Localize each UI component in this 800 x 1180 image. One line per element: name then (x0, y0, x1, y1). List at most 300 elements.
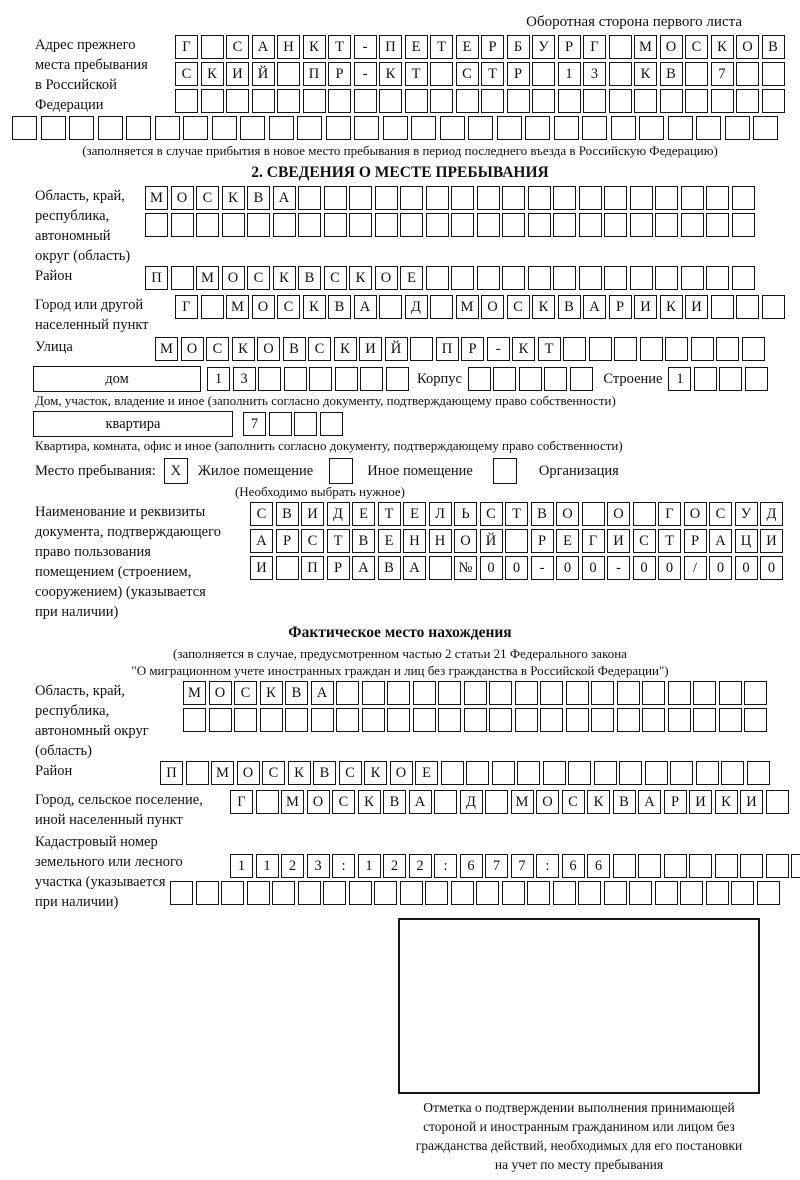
char-box[interactable]: Т (378, 502, 401, 526)
char-box[interactable]: И (301, 502, 324, 526)
char-box[interactable] (441, 761, 464, 785)
char-box[interactable] (405, 89, 428, 113)
char-box[interactable] (706, 213, 729, 237)
char-box[interactable]: Т (328, 35, 351, 59)
char-box[interactable] (456, 89, 479, 113)
char-box[interactable] (438, 681, 461, 705)
char-box[interactable] (260, 708, 283, 732)
char-box[interactable] (716, 337, 739, 361)
char-box[interactable] (517, 761, 540, 785)
char-box[interactable] (540, 681, 563, 705)
char-box[interactable] (719, 367, 742, 391)
char-box[interactable] (294, 412, 317, 436)
char-box[interactable] (324, 186, 347, 210)
char-box[interactable]: В (660, 62, 683, 86)
char-box[interactable]: Е (403, 502, 426, 526)
char-box[interactable] (451, 213, 474, 237)
char-box[interactable] (629, 881, 652, 905)
char-box[interactable]: 2 (281, 854, 304, 878)
char-box[interactable] (430, 89, 453, 113)
char-box[interactable] (693, 681, 716, 705)
char-box[interactable] (668, 708, 691, 732)
char-box[interactable] (323, 881, 346, 905)
char-box[interactable]: В (276, 502, 299, 526)
char-box[interactable] (696, 761, 719, 785)
char-box[interactable] (507, 89, 530, 113)
char-box[interactable] (298, 213, 321, 237)
char-box[interactable] (276, 556, 299, 580)
char-box[interactable]: А (403, 556, 426, 580)
char-box[interactable]: В (247, 186, 270, 210)
char-box[interactable]: К (334, 337, 357, 361)
char-box[interactable]: Е (400, 266, 423, 290)
char-box[interactable] (379, 89, 402, 113)
char-box[interactable]: А (638, 790, 661, 814)
char-box[interactable] (430, 62, 453, 86)
char-box[interactable] (234, 708, 257, 732)
char-box[interactable]: 1 (230, 854, 253, 878)
char-box[interactable]: К (358, 790, 381, 814)
char-box[interactable] (736, 89, 759, 113)
char-box[interactable] (303, 89, 326, 113)
char-box[interactable]: В (558, 295, 581, 319)
char-box[interactable]: С (234, 681, 257, 705)
char-box[interactable]: Й (385, 337, 408, 361)
char-box[interactable]: 7 (485, 854, 508, 878)
char-box[interactable]: В (613, 790, 636, 814)
char-box[interactable] (579, 186, 602, 210)
char-box[interactable] (614, 337, 637, 361)
char-box[interactable]: И (226, 62, 249, 86)
char-box[interactable] (297, 116, 322, 140)
char-box[interactable] (645, 761, 668, 785)
char-box[interactable]: К (232, 337, 255, 361)
char-box[interactable]: С (301, 529, 324, 553)
char-box[interactable] (719, 681, 742, 705)
char-box[interactable] (240, 116, 265, 140)
char-box[interactable] (753, 116, 778, 140)
char-box[interactable] (525, 116, 550, 140)
char-box[interactable] (732, 186, 755, 210)
char-box[interactable] (466, 761, 489, 785)
char-box[interactable] (98, 116, 123, 140)
char-box[interactable]: Р (328, 62, 351, 86)
char-box[interactable]: 1 (558, 62, 581, 86)
char-box[interactable] (411, 116, 436, 140)
char-box[interactable]: Н (429, 529, 452, 553)
char-box[interactable] (655, 881, 678, 905)
char-box[interactable] (604, 881, 627, 905)
char-box[interactable] (744, 708, 767, 732)
char-box[interactable] (691, 337, 714, 361)
char-box[interactable]: Р (609, 295, 632, 319)
char-box[interactable]: - (531, 556, 554, 580)
char-box[interactable] (410, 337, 433, 361)
char-box[interactable]: С (196, 186, 219, 210)
char-box[interactable] (706, 266, 729, 290)
char-box[interactable] (633, 502, 656, 526)
char-box[interactable]: М (211, 761, 234, 785)
char-box[interactable] (413, 681, 436, 705)
char-box[interactable] (247, 213, 270, 237)
char-box[interactable]: 0 (658, 556, 681, 580)
char-box[interactable] (183, 116, 208, 140)
char-box[interactable] (604, 266, 627, 290)
char-box[interactable]: 0 (582, 556, 605, 580)
char-box[interactable] (594, 761, 617, 785)
char-box[interactable] (69, 116, 94, 140)
char-box[interactable] (400, 213, 423, 237)
char-box[interactable]: П (301, 556, 324, 580)
char-box[interactable]: 1 (207, 367, 230, 391)
char-box[interactable]: П (436, 337, 459, 361)
char-box[interactable] (670, 761, 693, 785)
char-box[interactable] (725, 116, 750, 140)
char-box[interactable]: А (583, 295, 606, 319)
char-box[interactable]: Т (327, 529, 350, 553)
char-box[interactable] (324, 213, 347, 237)
char-box[interactable]: К (512, 337, 535, 361)
char-box[interactable] (481, 89, 504, 113)
char-box[interactable]: 3 (307, 854, 330, 878)
char-box[interactable] (400, 186, 423, 210)
char-box[interactable]: М (281, 790, 304, 814)
char-box[interactable]: Р (461, 337, 484, 361)
char-box[interactable]: О (481, 295, 504, 319)
char-box[interactable] (502, 266, 525, 290)
char-box[interactable]: 6 (460, 854, 483, 878)
char-box[interactable]: П (145, 266, 168, 290)
char-box[interactable] (732, 266, 755, 290)
char-box[interactable]: : (332, 854, 355, 878)
char-box[interactable] (505, 529, 528, 553)
char-box[interactable]: / (684, 556, 707, 580)
char-box[interactable]: Т (538, 337, 561, 361)
char-box[interactable] (468, 367, 491, 391)
char-box[interactable]: Й (480, 529, 503, 553)
char-box[interactable] (298, 186, 321, 210)
char-box[interactable]: 1 (358, 854, 381, 878)
char-box[interactable]: 6 (587, 854, 610, 878)
char-box[interactable]: 0 (480, 556, 503, 580)
char-box[interactable]: О (171, 186, 194, 210)
char-box[interactable] (477, 213, 500, 237)
char-box[interactable]: : (536, 854, 559, 878)
char-box[interactable]: М (511, 790, 534, 814)
char-box[interactable] (477, 266, 500, 290)
char-box[interactable] (451, 186, 474, 210)
char-box[interactable]: 1 (256, 854, 279, 878)
char-box[interactable] (201, 89, 224, 113)
char-box[interactable] (604, 213, 627, 237)
char-box[interactable] (41, 116, 66, 140)
char-box[interactable]: Д (405, 295, 428, 319)
char-box[interactable] (379, 295, 402, 319)
char-box[interactable]: К (711, 35, 734, 59)
char-box[interactable]: М (145, 186, 168, 210)
char-box[interactable]: М (634, 35, 657, 59)
char-box[interactable] (719, 708, 742, 732)
char-box[interactable]: А (311, 681, 334, 705)
char-box[interactable]: С (226, 35, 249, 59)
checkbox-org[interactable] (493, 458, 517, 484)
char-box[interactable] (387, 681, 410, 705)
char-box[interactable] (685, 89, 708, 113)
char-box[interactable] (426, 266, 449, 290)
char-box[interactable] (349, 213, 372, 237)
char-box[interactable] (360, 367, 383, 391)
char-box[interactable]: В (283, 337, 306, 361)
char-box[interactable] (736, 62, 759, 86)
char-box[interactable] (630, 213, 653, 237)
char-box[interactable]: 0 (633, 556, 656, 580)
char-box[interactable]: 0 (709, 556, 732, 580)
char-box[interactable]: 3 (233, 367, 256, 391)
char-box[interactable]: С (262, 761, 285, 785)
char-box[interactable]: Е (405, 35, 428, 59)
char-box[interactable] (502, 881, 525, 905)
char-box[interactable] (126, 116, 151, 140)
char-box[interactable] (320, 412, 343, 436)
char-box[interactable] (566, 708, 589, 732)
char-box[interactable] (269, 412, 292, 436)
char-box[interactable]: О (390, 761, 413, 785)
char-box[interactable]: Р (684, 529, 707, 553)
char-box[interactable] (591, 708, 614, 732)
char-box[interactable] (791, 854, 800, 878)
char-box[interactable]: К (715, 790, 738, 814)
char-box[interactable] (640, 337, 663, 361)
char-box[interactable] (568, 761, 591, 785)
char-box[interactable]: А (250, 529, 273, 553)
char-box[interactable] (553, 881, 576, 905)
char-box[interactable] (668, 681, 691, 705)
char-box[interactable]: К (634, 62, 657, 86)
char-box[interactable]: М (456, 295, 479, 319)
char-box[interactable]: У (735, 502, 758, 526)
char-box[interactable]: Т (481, 62, 504, 86)
char-box[interactable] (563, 337, 586, 361)
char-box[interactable] (485, 790, 508, 814)
char-box[interactable]: Н (277, 35, 300, 59)
char-box[interactable]: В (378, 556, 401, 580)
char-box[interactable]: 7 (511, 854, 534, 878)
char-box[interactable] (528, 213, 551, 237)
char-box[interactable]: 0 (556, 556, 579, 580)
char-box[interactable] (497, 116, 522, 140)
char-box[interactable] (269, 116, 294, 140)
char-box[interactable] (476, 881, 499, 905)
char-box[interactable] (766, 790, 789, 814)
char-box[interactable] (222, 213, 245, 237)
kvartira-field[interactable]: квартира (33, 411, 233, 437)
char-box[interactable] (171, 266, 194, 290)
char-box[interactable] (685, 62, 708, 86)
char-box[interactable] (604, 186, 627, 210)
char-box[interactable] (762, 62, 785, 86)
char-box[interactable] (336, 708, 359, 732)
char-box[interactable] (258, 367, 281, 391)
char-box[interactable] (634, 89, 657, 113)
char-box[interactable] (451, 266, 474, 290)
char-box[interactable]: А (709, 529, 732, 553)
char-box[interactable]: В (298, 266, 321, 290)
char-box[interactable]: И (740, 790, 763, 814)
char-box[interactable] (583, 89, 606, 113)
char-box[interactable]: № (454, 556, 477, 580)
char-box[interactable] (744, 681, 767, 705)
char-box[interactable] (757, 881, 780, 905)
char-box[interactable] (175, 89, 198, 113)
char-box[interactable] (438, 708, 461, 732)
char-box[interactable] (578, 881, 601, 905)
char-box[interactable]: В (328, 295, 351, 319)
char-box[interactable] (532, 89, 555, 113)
char-box[interactable]: И (760, 529, 783, 553)
char-box[interactable] (145, 213, 168, 237)
char-box[interactable] (326, 116, 351, 140)
char-box[interactable]: 1 (668, 367, 691, 391)
char-box[interactable]: К (222, 186, 245, 210)
char-box[interactable] (252, 89, 275, 113)
char-box[interactable] (362, 708, 385, 732)
char-box[interactable]: Г (175, 35, 198, 59)
char-box[interactable] (328, 89, 351, 113)
char-box[interactable] (183, 708, 206, 732)
char-box[interactable] (426, 186, 449, 210)
char-box[interactable]: В (762, 35, 785, 59)
char-box[interactable]: С (456, 62, 479, 86)
char-box[interactable] (681, 266, 704, 290)
char-box[interactable]: 0 (760, 556, 783, 580)
char-box[interactable] (558, 89, 581, 113)
char-box[interactable]: 2 (409, 854, 432, 878)
char-box[interactable] (426, 213, 449, 237)
char-box[interactable]: В (383, 790, 406, 814)
char-box[interactable] (375, 213, 398, 237)
char-box[interactable] (664, 854, 687, 878)
checkbox-inoe[interactable] (329, 458, 353, 484)
char-box[interactable] (489, 708, 512, 732)
char-box[interactable] (736, 295, 759, 319)
char-box[interactable]: С (206, 337, 229, 361)
char-box[interactable]: К (201, 62, 224, 86)
char-box[interactable]: Т (658, 529, 681, 553)
char-box[interactable] (434, 790, 457, 814)
char-box[interactable]: 0 (735, 556, 758, 580)
char-box[interactable] (668, 116, 693, 140)
char-box[interactable]: К (660, 295, 683, 319)
char-box[interactable] (579, 213, 602, 237)
char-box[interactable]: П (303, 62, 326, 86)
char-box[interactable] (493, 367, 516, 391)
char-box[interactable] (617, 681, 640, 705)
char-box[interactable] (693, 708, 716, 732)
char-box[interactable] (430, 295, 453, 319)
char-box[interactable]: Д (760, 502, 783, 526)
char-box[interactable]: Е (415, 761, 438, 785)
char-box[interactable] (639, 116, 664, 140)
char-box[interactable] (170, 881, 193, 905)
char-box[interactable] (694, 367, 717, 391)
char-box[interactable]: О (209, 681, 232, 705)
char-box[interactable]: Т (405, 62, 428, 86)
char-box[interactable]: О (252, 295, 275, 319)
char-box[interactable] (642, 708, 665, 732)
char-box[interactable] (212, 116, 237, 140)
char-box[interactable]: П (379, 35, 402, 59)
char-box[interactable] (309, 367, 332, 391)
char-box[interactable]: С (324, 266, 347, 290)
char-box[interactable] (209, 708, 232, 732)
char-box[interactable] (665, 337, 688, 361)
char-box[interactable]: Р (507, 62, 530, 86)
char-box[interactable] (731, 881, 754, 905)
char-box[interactable]: О (736, 35, 759, 59)
char-box[interactable] (655, 186, 678, 210)
char-box[interactable] (386, 367, 409, 391)
char-box[interactable]: В (352, 529, 375, 553)
char-box[interactable]: К (288, 761, 311, 785)
char-box[interactable]: С (507, 295, 530, 319)
char-box[interactable] (440, 116, 465, 140)
char-box[interactable]: 7 (243, 412, 266, 436)
char-box[interactable] (528, 186, 551, 210)
char-box[interactable] (155, 116, 180, 140)
checkbox-zhiloe[interactable]: X (164, 458, 188, 484)
char-box[interactable]: К (303, 35, 326, 59)
char-box[interactable]: - (354, 62, 377, 86)
char-box[interactable] (527, 881, 550, 905)
char-box[interactable] (12, 116, 37, 140)
char-box[interactable]: : (434, 854, 457, 878)
char-box[interactable]: С (480, 502, 503, 526)
char-box[interactable]: С (247, 266, 270, 290)
char-box[interactable] (540, 708, 563, 732)
char-box[interactable] (655, 213, 678, 237)
char-box[interactable] (171, 213, 194, 237)
char-box[interactable]: А (354, 295, 377, 319)
char-box[interactable]: К (349, 266, 372, 290)
char-box[interactable] (544, 367, 567, 391)
char-box[interactable] (689, 854, 712, 878)
char-box[interactable] (532, 62, 555, 86)
char-box[interactable]: У (532, 35, 555, 59)
char-box[interactable] (762, 295, 785, 319)
char-box[interactable] (611, 116, 636, 140)
char-box[interactable]: Р (558, 35, 581, 59)
dom-field[interactable]: дом (33, 366, 201, 392)
char-box[interactable]: П (160, 761, 183, 785)
char-box[interactable]: С (175, 62, 198, 86)
char-box[interactable] (706, 186, 729, 210)
char-box[interactable]: С (277, 295, 300, 319)
char-box[interactable] (362, 681, 385, 705)
char-box[interactable]: Л (429, 502, 452, 526)
char-box[interactable] (492, 761, 515, 785)
char-box[interactable]: С (339, 761, 362, 785)
char-box[interactable]: Ц (735, 529, 758, 553)
char-box[interactable] (745, 367, 768, 391)
char-box[interactable] (617, 708, 640, 732)
char-box[interactable] (566, 681, 589, 705)
char-box[interactable] (502, 213, 525, 237)
char-box[interactable]: К (532, 295, 555, 319)
char-box[interactable] (284, 367, 307, 391)
char-box[interactable] (468, 116, 493, 140)
char-box[interactable]: О (257, 337, 280, 361)
char-box[interactable]: Р (276, 529, 299, 553)
